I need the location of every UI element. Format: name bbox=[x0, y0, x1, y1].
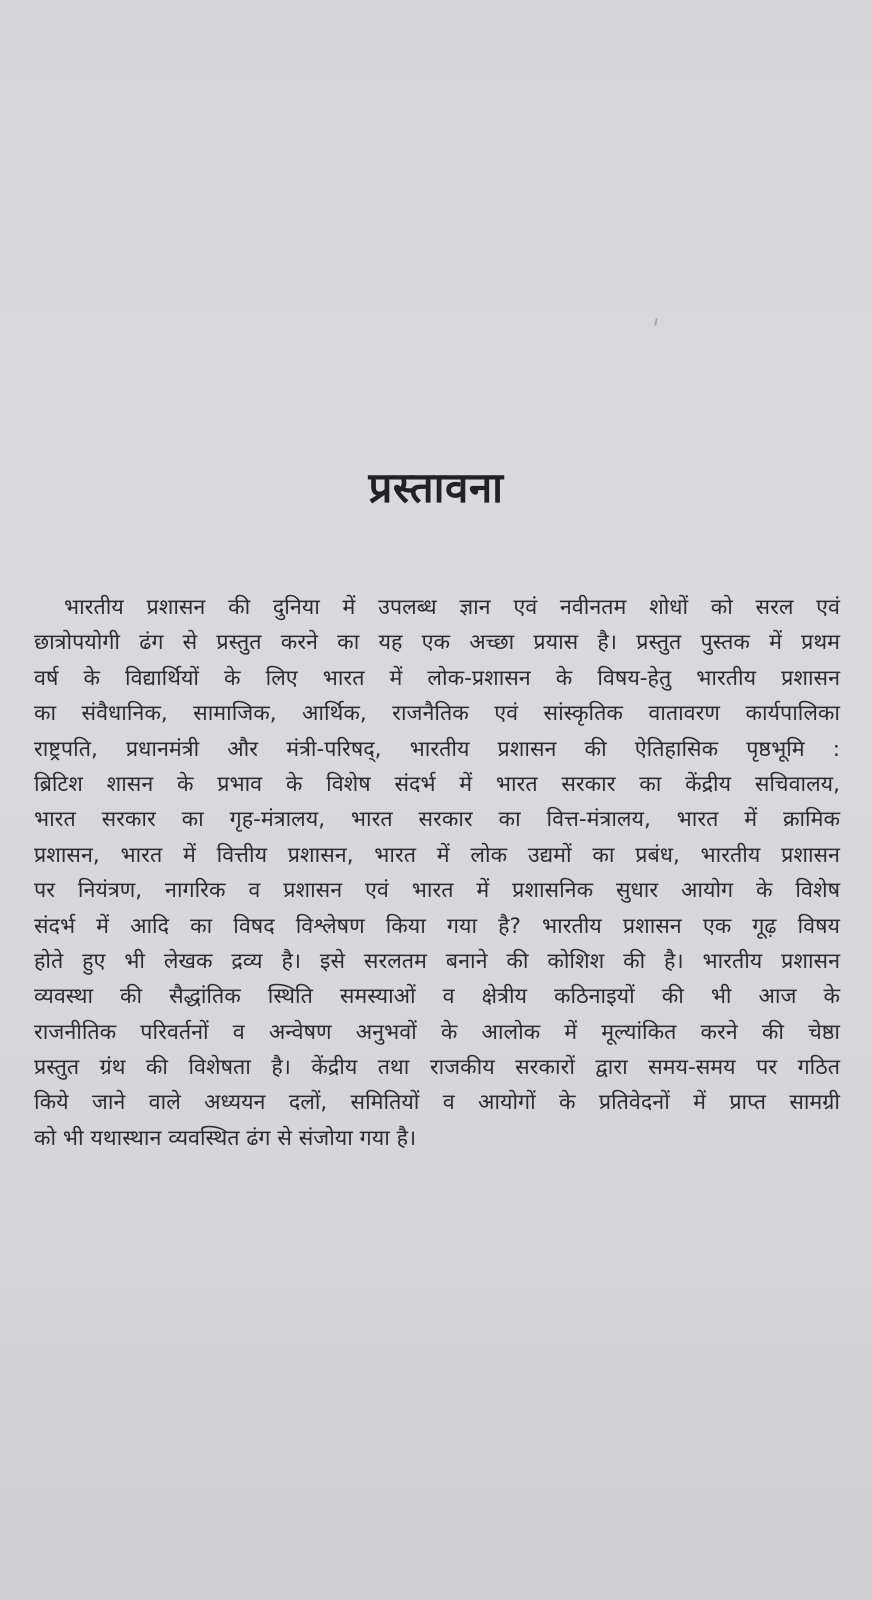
paragraph-line: वर्ष के विद्यार्थियों के लिए भारत में लोक-प्रशासन के विषय-हेतु भारतीय प्रशासन bbox=[34, 665, 840, 691]
paragraph-line: राष्ट्रपति, प्रधानमंत्री और मंत्री-परिषद्, भारतीय प्रशासन की ऐतिहासिक पृष्ठभूमि : bbox=[34, 736, 840, 762]
paragraph-line: किये जाने वाले अध्ययन दलों, समितियों व आयोगों के प्रतिवेदनों में प्राप्त सामग्री bbox=[34, 1090, 840, 1116]
paragraph-line: संदर्भ में आदि का विषद विश्लेषण किया गया है? भारतीय प्रशासन एक गूढ़ विषय bbox=[34, 913, 840, 939]
paragraph-line: व्यवस्था की सैद्धांतिक स्थिति समस्याओं व क्षेत्रीय कठिनाइयों की भी आज के bbox=[34, 984, 840, 1010]
paragraph-line: ब्रिटिश शासन के प्रभाव के विशेष संदर्भ में भारत सरकार का केंद्रीय सचिवालय, bbox=[34, 771, 840, 797]
paragraph-line: प्रशासन, भारत में वित्तीय प्रशासन, भारत में लोक उद्यमों का प्रबंध, भारतीय प्रशासन bbox=[34, 842, 840, 868]
paragraph-line: राजनीतिक परिवर्तनों व अन्वेषण अनुभवों के आलोक में मूल्यांकित करने की चेष्ठा bbox=[34, 1019, 840, 1045]
paragraph-line: भारतीय प्रशासन की दुनिया में उपलब्ध ज्ञान एवं नवीनतम शोधों को सरल एवं bbox=[64, 595, 840, 620]
paragraph-line: होते हुए भी लेखक द्रव्य है। इसे सरलतम बनाने की कोशिश की है। भारतीय प्रशासन bbox=[34, 948, 840, 974]
paragraph-line: छात्रोपयोगी ढंग से प्रस्तुत करने का यह एक अच्छा प्रयास है। प्रस्तुत पुस्तक में प्रथम bbox=[34, 630, 840, 656]
paragraph-line: पर नियंत्रण, नागरिक व प्रशासन एवं भारत में प्रशासनिक सुधार आयोग के विशेष bbox=[34, 878, 840, 904]
paragraph-line: प्रस्तुत ग्रंथ की विशेषता है। केंद्रीय तथा राजकीय सरकारों द्वारा समय-समय पर गठित bbox=[34, 1055, 840, 1081]
preface-paragraph bbox=[34, 590, 840, 1156]
page-title: प्रस्तावना bbox=[368, 463, 504, 512]
paragraph-line: को भी यथास्थान व्यवस्थित ढंग से संजोया गया है। bbox=[34, 1125, 417, 1151]
paragraph-line: का संवैधानिक, सामाजिक, आर्थिक, राजनैतिक एवं सांस्कृतिक वातावरण कार्यपालिका bbox=[34, 701, 840, 727]
paragraph-line: भारत सरकार का गृह-मंत्रालय, भारत सरकार का वित्त-मंत्रालय, भारत में क्रामिक bbox=[34, 807, 840, 833]
paper-speck bbox=[654, 318, 658, 326]
